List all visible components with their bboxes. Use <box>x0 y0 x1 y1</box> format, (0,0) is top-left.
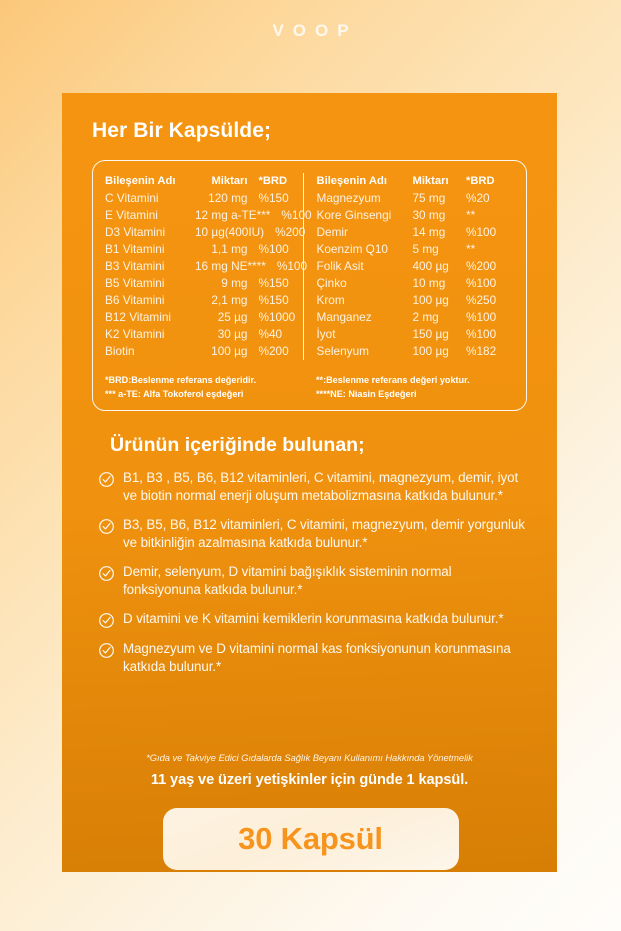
ingredient-name: Folik Asit <box>316 259 364 274</box>
benefit-text: Demir, selenyum, D vitamini bağışıklık sisteminin normal fonksiyonuna katkıda bulunur.* <box>123 563 452 597</box>
footnote-ate: *** a-TE: Alfa Tokoferol eşdeğeri <box>105 389 244 400</box>
benefits-title: Ürünün içeriğinde bulunan; <box>110 434 365 457</box>
ingredient-name: Manganez <box>316 310 372 325</box>
header-amount: Miktarı <box>412 175 449 187</box>
ingredient-name: Demir <box>316 225 348 240</box>
check-circle-icon <box>98 565 115 582</box>
nutrition-row <box>317 224 515 241</box>
nutrition-table-column-right <box>303 173 515 360</box>
nutrition-row <box>317 309 515 326</box>
benefit-text: Magnezyum ve D vitamini normal kas fonksiyonunun korunmasına katkıda bulunur.* <box>123 640 511 674</box>
ingredient-brd: %20 <box>466 191 490 206</box>
ingredient-name: B3 Vitamini <box>105 259 165 274</box>
ingredient-name: B1 Vitamini <box>105 242 165 257</box>
nutrition-row <box>105 292 303 309</box>
ingredient-brd: %250 <box>466 293 497 308</box>
brand-header <box>0 0 621 62</box>
footnote-column-left <box>105 373 303 401</box>
ingredient-name: Kore Ginsengi <box>316 208 392 223</box>
ingredient-brd: %100 <box>466 276 497 291</box>
nutrition-row <box>105 275 303 292</box>
ingredient-amount: 30 mg <box>412 208 446 223</box>
ingredient-brd: %100 <box>276 259 308 274</box>
nutrition-row <box>105 224 306 241</box>
ingredient-brd: %40 <box>258 327 283 341</box>
ingredient-name: B6 Vitamini <box>105 293 165 308</box>
dosage-text: 11 yaş ve üzeri yetişkinler için günde 1 kapsül. <box>150 772 469 788</box>
nutrition-row <box>105 241 303 258</box>
ingredient-name: K2 Vitamini <box>105 327 165 341</box>
capsule-count-label: 30 Kapsül <box>238 821 383 856</box>
ingredient-name: E Vitamini <box>105 208 158 223</box>
ingredient-amount: 10 mg <box>412 276 446 291</box>
ingredient-name: İyot <box>316 327 336 341</box>
ingredient-amount: 100 µg <box>211 343 248 358</box>
ingredient-amount: 30 µg <box>217 327 248 341</box>
ingredient-brd: %150 <box>258 191 289 206</box>
ingredient-amount: 9 mg <box>221 276 248 291</box>
ingredient-name: Selenyum <box>316 343 369 358</box>
ingredient-amount: 12 mg a-TE*** <box>195 208 271 223</box>
nutrition-rows-right <box>317 190 515 360</box>
ingredient-name: B5 Vitamini <box>105 276 165 291</box>
benefit-text: B3, B5, B6, B12 vitaminleri, C vitamini, magnezyum, demir yorgunluk ve bitkinliğin azalmasına katkıda bulunur.* <box>123 517 525 551</box>
nutrition-row <box>317 258 515 275</box>
ingredient-amount: 120 mg <box>208 191 248 206</box>
ingredient-brd: ** <box>466 242 476 257</box>
ingredient-name: Magnezyum <box>316 191 381 206</box>
nutrition-row <box>317 207 515 224</box>
ingredient-name: D3 Vitamini <box>105 225 166 240</box>
nutrition-row <box>105 326 303 343</box>
ingredient-amount: 2 mg <box>412 310 439 325</box>
ingredient-amount: 5 mg <box>412 242 439 257</box>
legal-note: *Gıda ve Takviye Edici Gıdalarda Sağlık Beyanı Kullanımı Hakkında Yönetmelik <box>146 752 473 763</box>
ingredient-brd: %100 <box>281 208 312 223</box>
card-footer <box>92 752 527 788</box>
ingredient-amount: 2,1 mg <box>211 293 248 308</box>
ingredient-amount: 75 mg <box>412 191 446 206</box>
nutrition-row <box>105 207 312 224</box>
ingredient-brd: %182 <box>466 343 497 358</box>
footnote-column-right <box>303 373 514 401</box>
benefit-item <box>92 469 527 505</box>
ingredient-amount: 14 mg <box>412 225 446 240</box>
ingredient-brd: %200 <box>258 343 289 358</box>
nutrition-row <box>105 190 303 207</box>
footnote-brd: *BRD:Beslenme referans değeridir. <box>105 374 257 385</box>
table-header-row <box>317 173 515 190</box>
ingredient-amount: 100 µg <box>412 343 449 358</box>
footnote-ne: ****NE: Niasin Eşdeğeri <box>316 389 417 400</box>
ingredient-name: Krom <box>316 293 345 308</box>
ingredient-amount: 400 µg <box>412 259 449 274</box>
ingredient-brd: %200 <box>466 259 497 274</box>
nutrition-row <box>317 190 515 207</box>
ingredient-amount: 150 µg <box>412 327 449 341</box>
ingredient-brd: %1000 <box>258 310 296 325</box>
nutrition-table <box>92 160 527 411</box>
check-circle-icon <box>98 471 115 488</box>
ingredient-name: Koenzim Q10 <box>316 242 388 257</box>
table-footnotes <box>105 367 514 401</box>
nutrition-row <box>317 343 515 360</box>
nutrition-row <box>317 275 515 292</box>
ingredient-brd: ** <box>466 208 476 223</box>
table-header-row <box>105 173 303 190</box>
capsule-count-badge <box>163 808 459 870</box>
nutrition-rows-left <box>105 190 312 360</box>
header-amount: Miktarı <box>211 175 248 187</box>
benefit-item <box>92 640 527 676</box>
ingredient-brd: %100 <box>466 310 497 325</box>
ingredient-name: C Vitamini <box>105 191 159 206</box>
nutrition-row <box>317 292 515 309</box>
footnote-none: **:Beslenme referans değeri yoktur. <box>316 374 470 385</box>
check-circle-icon <box>98 518 115 535</box>
benefit-text: D vitamini ve K vitamini kemiklerin korunmasına katkıda bulunur.* <box>123 610 504 626</box>
check-circle-icon <box>98 612 115 629</box>
nutrition-row <box>105 258 308 275</box>
benefit-item <box>92 563 527 599</box>
ingredient-brd: %150 <box>258 276 289 291</box>
check-circle-icon <box>98 642 115 659</box>
nutrition-table-column-left <box>105 173 312 360</box>
ingredient-brd: %150 <box>258 293 289 308</box>
product-info-card <box>62 93 557 872</box>
nutrition-row <box>317 241 515 258</box>
ingredient-brd: %100 <box>258 242 289 257</box>
brand-logo: VOOP <box>272 21 358 40</box>
ingredient-amount: 16 mg NE**** <box>195 259 266 274</box>
ingredient-amount: 10 µg(400IU) <box>195 225 265 240</box>
benefits-list <box>92 469 527 676</box>
nutrition-row <box>105 309 303 326</box>
header-name: Bileşenin Adı <box>316 175 387 187</box>
benefit-item <box>92 516 527 552</box>
ingredient-name: Çinko <box>316 276 347 291</box>
header-brd: *BRD <box>466 175 495 187</box>
card-title: Her Bir Kapsülde; <box>92 119 272 142</box>
ingredient-brd: %100 <box>466 327 497 341</box>
ingredient-amount: 25 µg <box>217 310 248 325</box>
header-brd: *BRD <box>258 175 288 187</box>
ingredient-name: Biotin <box>105 343 135 358</box>
nutrition-row <box>105 343 303 360</box>
ingredient-amount: 1,1 mg <box>211 242 248 257</box>
nutrition-row <box>317 326 515 343</box>
ingredient-brd: %200 <box>275 225 306 240</box>
header-name: Bileşenin Adı <box>105 175 176 187</box>
ingredient-brd: %100 <box>466 225 497 240</box>
ingredient-amount: 100 µg <box>412 293 449 308</box>
ingredient-name: B12 Vitamini <box>105 310 172 325</box>
benefit-text: B1, B3 , B5, B6, B12 vitaminleri, C vitamini, magnezyum, demir, iyot ve biotin normal enerji oluşum metabolizmasına katkıda bulunur.* <box>123 470 519 504</box>
benefit-item <box>92 610 527 629</box>
